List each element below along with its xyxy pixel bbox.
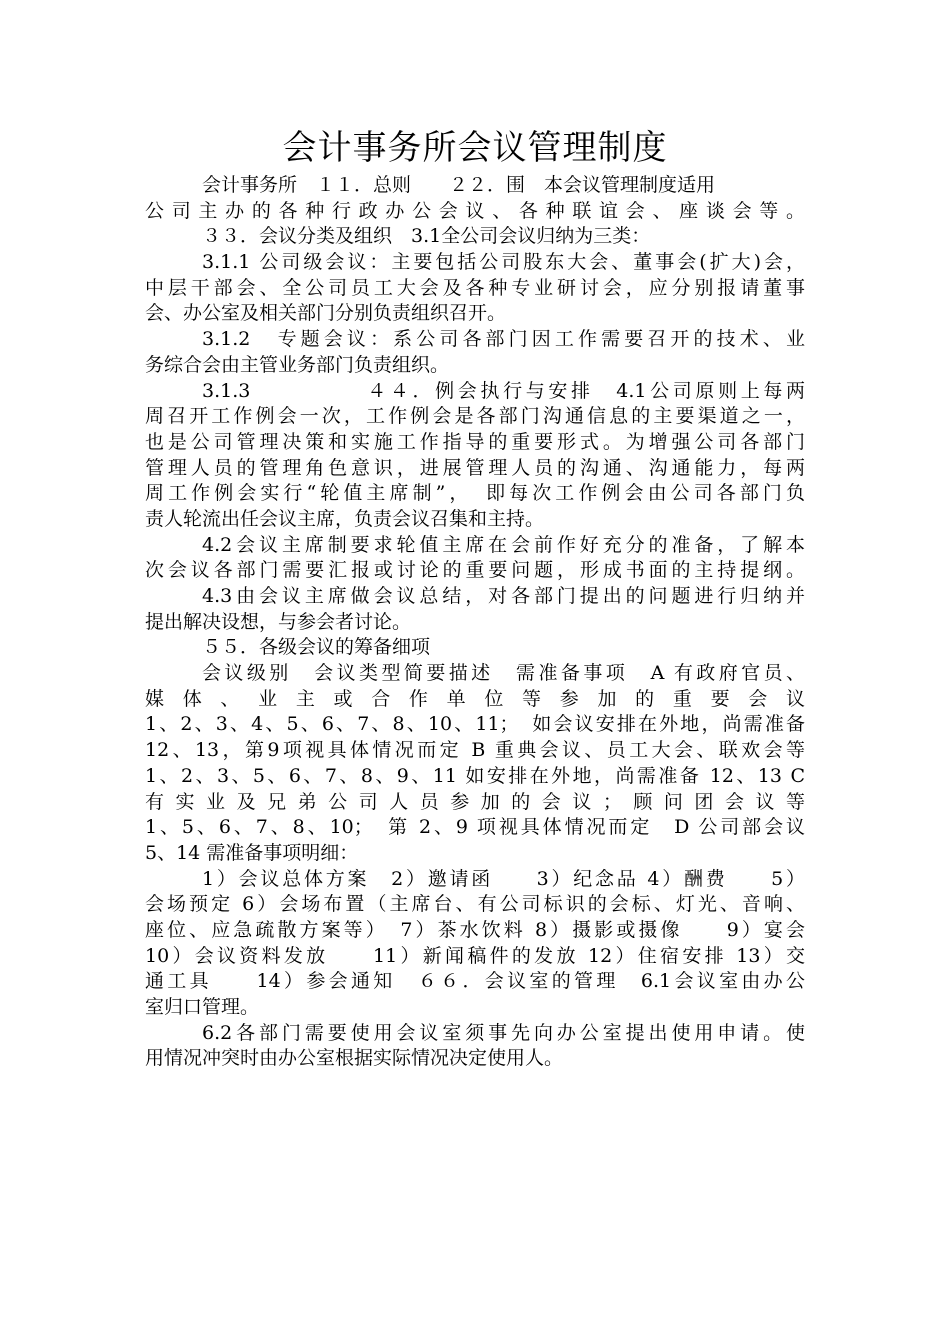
paragraph-line: 室归口管理。	[145, 996, 260, 1018]
paragraph-line: 1、5、6、7、8、10； 第 2、9 项视具体情况而定 D 公司部会议	[145, 816, 805, 839]
paragraph-line: 5、14 需准备事项明细：	[145, 841, 359, 864]
paragraph-line: 会、办公室及相关部门分别负责组织召开。	[145, 302, 507, 325]
paragraph-line: 周工作例会实行“轮值主席制”， 即每次工作例会由公司各部门负	[145, 482, 805, 505]
paragraph-line: 4.3由会议主席做会议总结，对各部门提出的问题进行归纳并	[202, 585, 805, 607]
document-body	[145, 173, 805, 1072]
paragraph-line: 周召开工作例会一次，工作例会是各部门沟通信息的主要渠道之一，	[145, 405, 805, 428]
paragraph-line: 会议级别 会议类型简要描述 需准备事项 A 有政府官员、	[202, 662, 805, 685]
paragraph-line: 公司主办的各种行政办公会议、各种联谊会、座谈会等。	[145, 199, 805, 222]
paragraph-line: 有实业及兄弟公司人员参加的会议；顾问团会议等	[145, 790, 805, 813]
paragraph-line: 1）会议总体方案 2）邀请函 3）纪念品 4）酬费 5）	[202, 867, 805, 890]
paragraph-line: 中层干部会、全公司员工大会及各种专业研讨会，应分别报请董事	[145, 276, 805, 299]
paragraph-line: 1、2、3、5、6、7、8、9、11 如安排在外地，尚需准备 12、13 C	[145, 764, 805, 787]
paragraph-line: 次会议各部门需要汇报或讨论的重要问题，形成书面的主持提纲。	[145, 559, 805, 582]
paragraph-line: ３３．会议分类及组织 3.1全公司会议归纳为三类：	[202, 225, 651, 248]
paragraph-line: 3.1.1 公司级会议：主要包括公司股东大会、董事会(扩大)会，	[202, 251, 805, 274]
paragraph-line: 12、13，第9项视具体情况而定 B 重典会议、员工大会、联欢会等	[145, 739, 805, 762]
paragraph-line: 4.2会议主席制要求轮值主席在会前作好充分的准备，了解本	[202, 533, 805, 556]
paragraph-line: 媒体、业主或合作单位等参加的重要会议	[145, 687, 805, 710]
paragraph-line: 3.1.3 ４４．例会执行与安排 4.1公司原则上每两	[202, 379, 805, 402]
paragraph-line: ５５．各级会议的筹备细项	[202, 636, 431, 659]
paragraph-line: 责人轮流出任会议主席，负责会议召集和主持。	[145, 507, 545, 530]
paragraph-line: 1、2、3、4、5、6、7、8、10、11； 如会议安排在外地，尚需准备	[145, 713, 805, 736]
paragraph-line: 用情况冲突时由办公室根据实际情况决定使用人。	[145, 1047, 564, 1070]
paragraph-line: 提出解决设想，与参会者讨论。	[145, 610, 412, 633]
paragraph-line: 座位、应急疏散方案等） 7）茶水饮料 8）摄影或摄像 9）宴会	[145, 918, 805, 941]
paragraph-line: 管理人员的管理角色意识，进展管理人员的沟通、沟通能力，每两	[145, 456, 805, 479]
paragraph-line: 会计事务所 １１．总则 ２２．围 本会议管理制度适用	[202, 174, 716, 196]
paragraph-line: 也是公司管理决策和实施工作指导的重要形式。为增强公司各部门	[145, 430, 805, 453]
paragraph-line: 10）会议资料发放 11）新闻稿件的发放 12）住宿安排 13）交	[145, 944, 805, 967]
paragraph-line: 6.2各部门需要使用会议室须事先向办公室提出使用申请。使	[202, 1021, 805, 1044]
paragraph-line: 通工具 14）参会通知 ６６．会议室的管理 6.1会议室由办公	[145, 970, 805, 993]
paragraph-line: 会场预定 6）会场布置（主席台、有公司标识的会标、灯光、音响、	[145, 893, 805, 916]
paragraph-line: 3.1.2 专题会议：系公司各部门因工作需要召开的技术、业	[202, 328, 805, 351]
document-title: 会计事务所会议管理制度	[282, 128, 668, 168]
paragraph-line: 务综合会由主管业务部门负责组织。	[145, 353, 450, 376]
